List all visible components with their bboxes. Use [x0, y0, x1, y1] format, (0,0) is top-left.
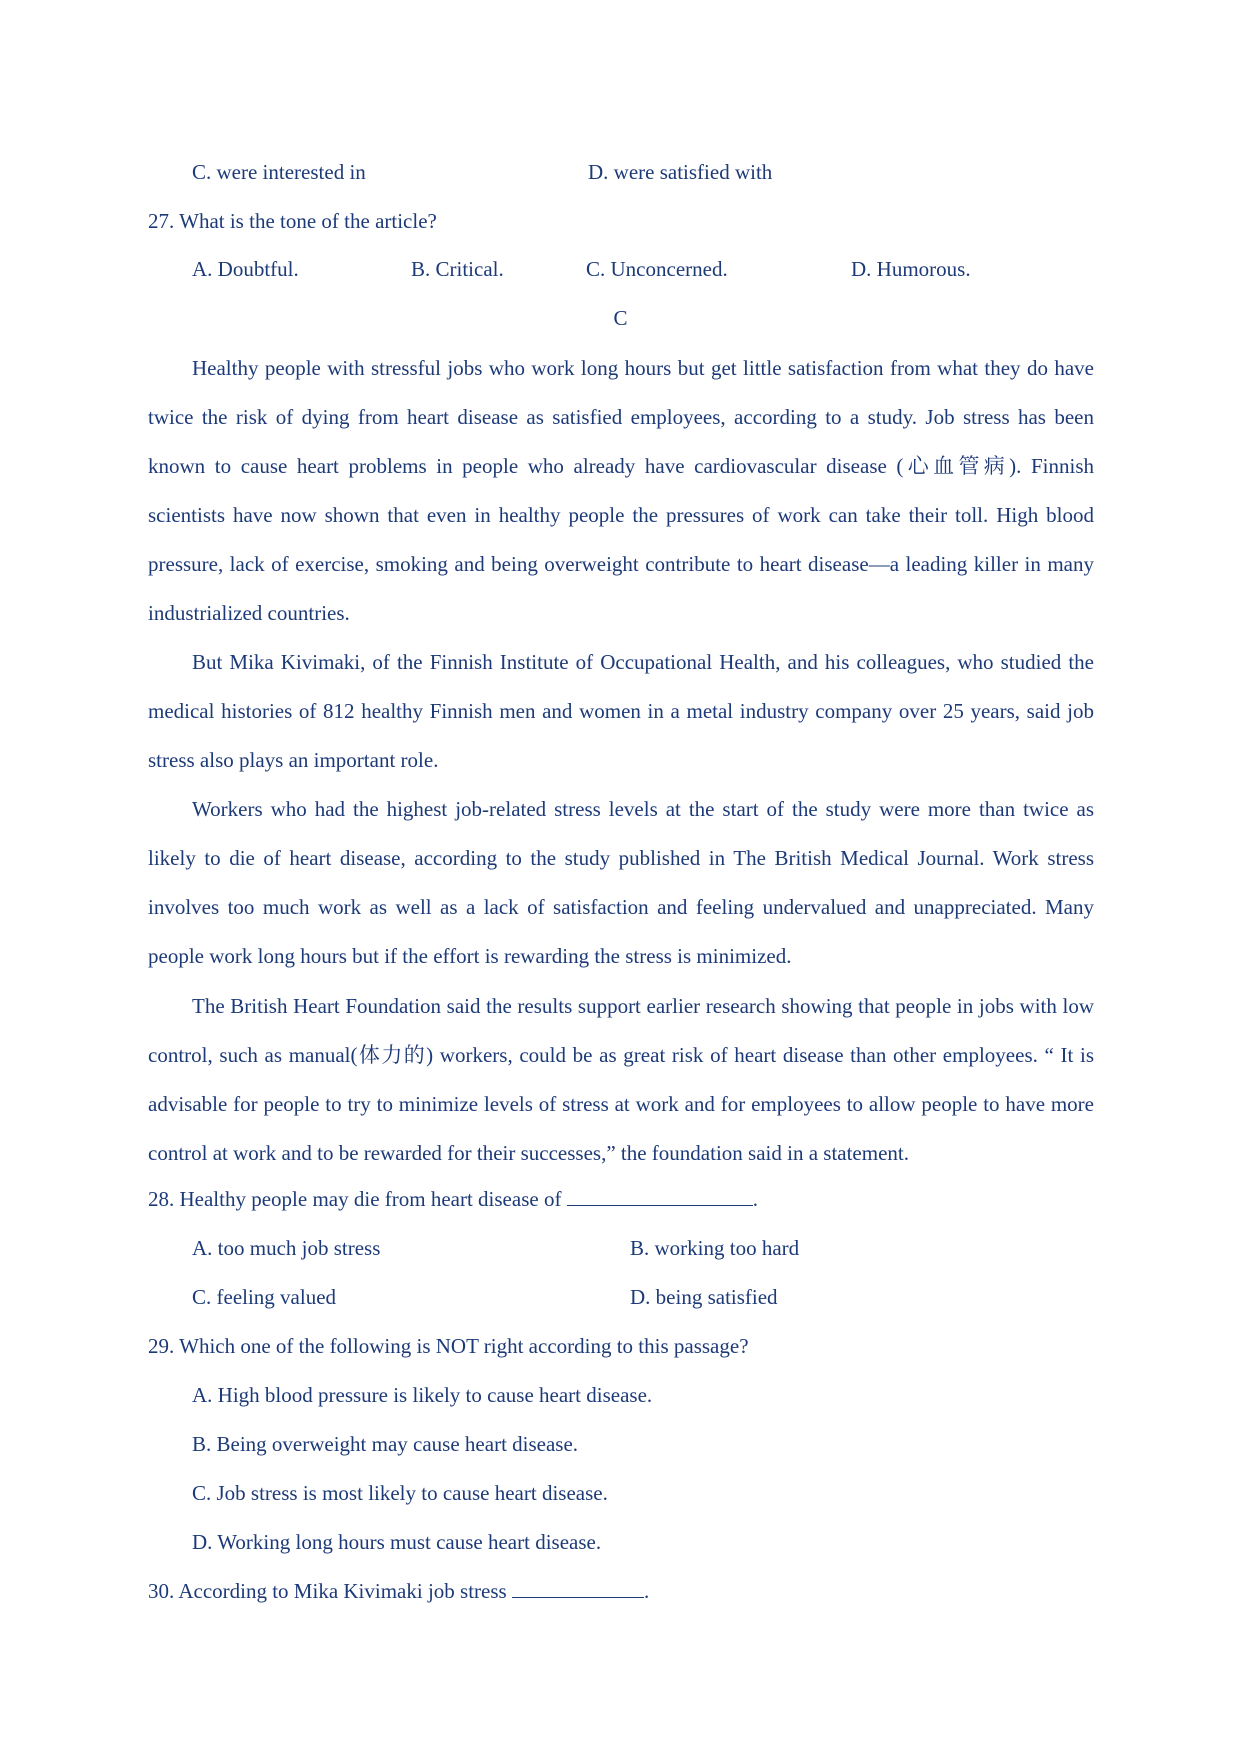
passage-paragraph-4: The British Heart Foundation said the results support earlier research showing that people in jobs with low control, such as manual(体力的) workers, could be as great risk of heart disease than other employees. “ It is advisable for people to try to minimize levels of stress at work and for employees to allow people to have more control at work and to be rewarded for their successes,” the foundation said in a statement. [148, 994, 1094, 1165]
q30-end: . [643, 1579, 650, 1603]
q28-option-d: D. being satisfied [630, 1285, 778, 1309]
q28-option-a: A. too much job stress [192, 1236, 381, 1260]
q28-end: . [752, 1187, 758, 1211]
q28-stem: 28. Healthy people may die from heart disease of [148, 1187, 562, 1211]
q30-stem: 30. According to Mika Kivimaki job stress [148, 1579, 507, 1603]
q26-option-d: D. were satisfied with [588, 160, 773, 184]
q27-option-d: D. Humorous. [851, 257, 971, 281]
q29-stem: 29. Which one of the following is NOT right according to this passage? [148, 1334, 749, 1358]
passage-paragraph-2: But Mika Kivimaki, of the Finnish Institute of Occupational Health, and his colleagues, who studied the medical histories of 812 healthy Finnish men and women in a metal industry company over 25 years, said job stress also plays an important role. [148, 650, 1094, 772]
q28-option-c: C. feeling valued [192, 1285, 337, 1309]
q27-option-a: A. Doubtful. [192, 257, 299, 281]
q27-option-b: B. Critical. [411, 257, 504, 281]
q29-option-a: A. High blood pressure is likely to cause heart disease. [192, 1383, 653, 1407]
q27-stem: 27. What is the tone of the article? [148, 209, 437, 233]
q28-option-b: B. working too hard [630, 1236, 800, 1260]
q29-option-c: C. Job stress is most likely to cause heart disease. [192, 1481, 608, 1505]
q28-answer-blank [567, 1187, 753, 1206]
q26-option-c: C. were interested in [192, 160, 366, 184]
passage-paragraph-3: Workers who had the highest job-related stress levels at the start of the study were more than twice as likely to die of heart disease, according to the study published in The British Medical Journal. Work stress involves too much work as well as a lack of satisfaction and feeling undervalued and unappreciated. Many people work long hours but if the effort is rewarding the stress is minimized. [148, 797, 1094, 968]
section-letter: C [613, 306, 628, 330]
q29-option-d: D. Working long hours must cause heart disease. [192, 1530, 602, 1554]
q30-question [148, 1578, 649, 1604]
q28-question [148, 1186, 758, 1212]
q30-answer-blank [512, 1579, 644, 1598]
q29-option-b: B. Being overweight may cause heart disease. [192, 1432, 579, 1456]
q27-option-c: C. Unconcerned. [586, 257, 728, 281]
passage-paragraph-1: Healthy people with stressful jobs who work long hours but get little satisfaction from what they do have twice the risk of dying from heart disease as satisfied employees, according to a study. Job stress has been known to cause heart problems in people who already have cardiovascular disease (心血管病). Finnish scientists have now shown that even in healthy people the pressures of work can take their toll. High blood pressure, lack of exercise, smoking and being overweight contribute to heart disease—a leading killer in many industrialized countries. [148, 356, 1094, 625]
